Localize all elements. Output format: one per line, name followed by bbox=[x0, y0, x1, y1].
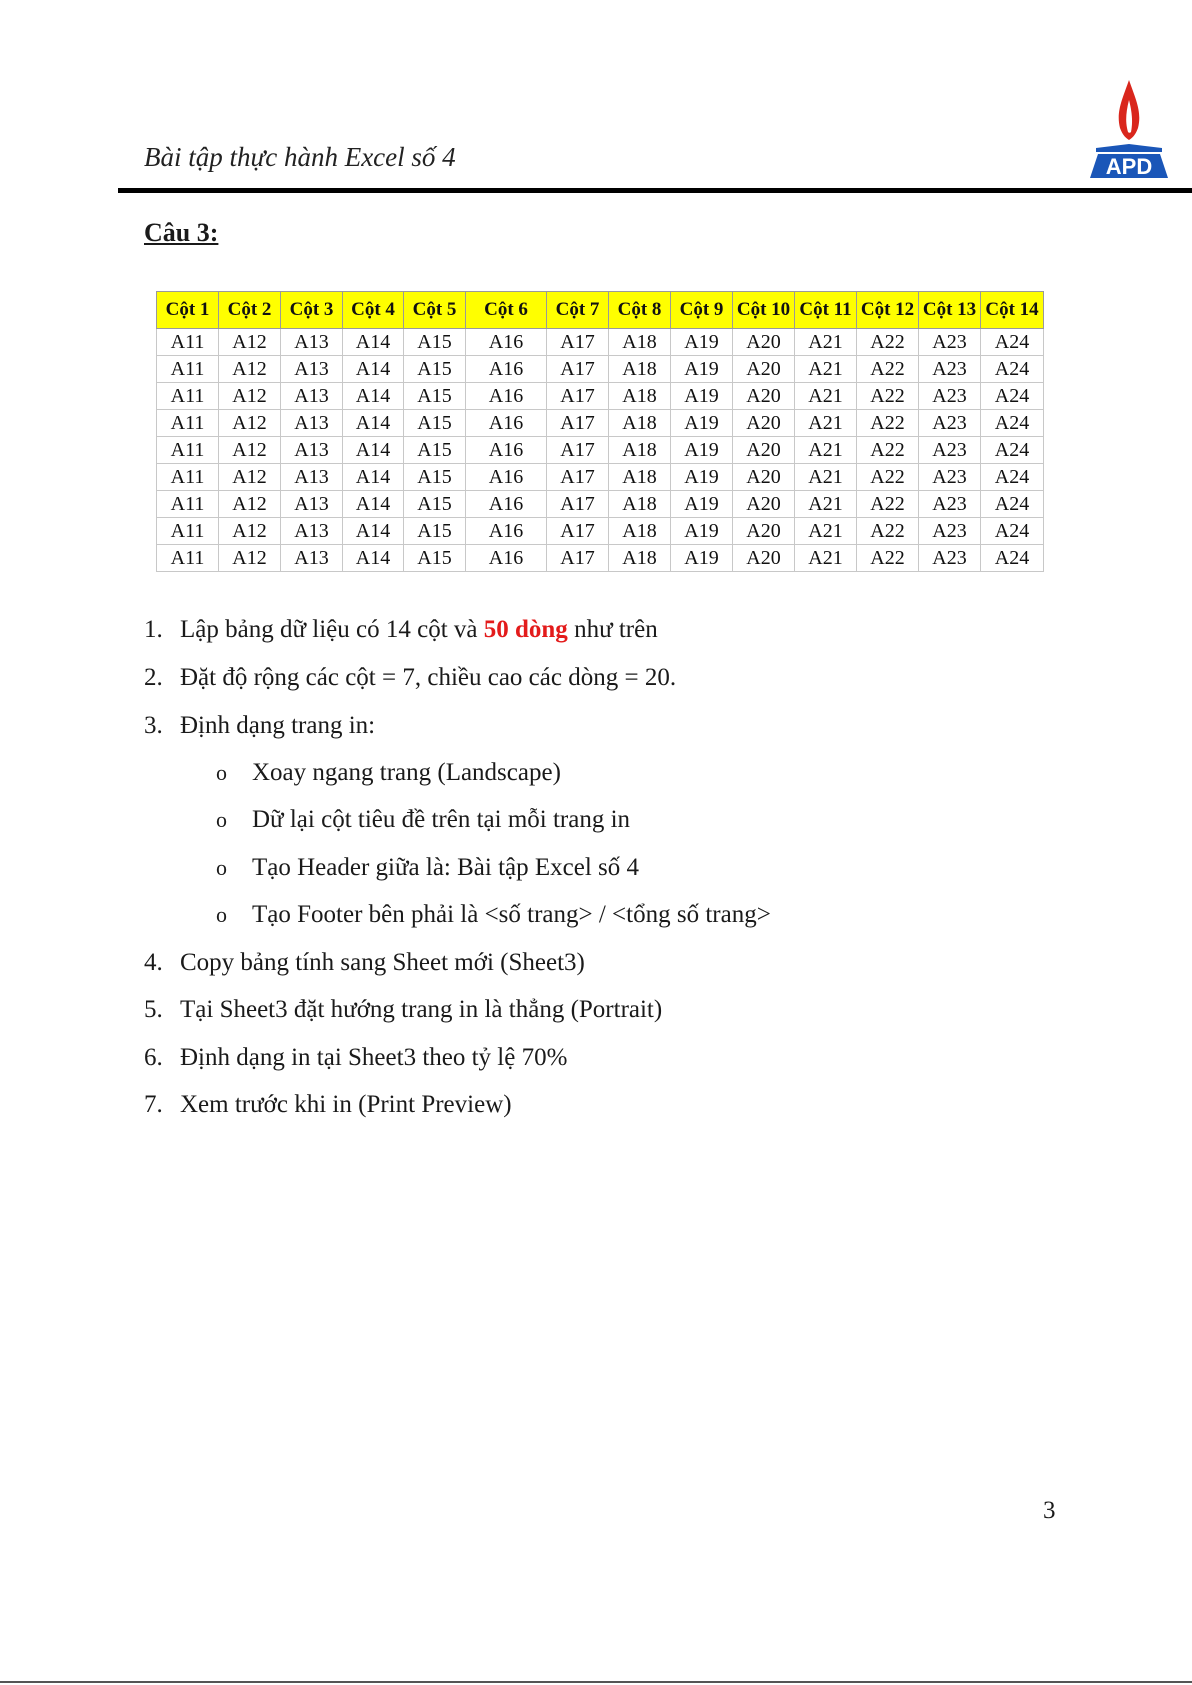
item-text: Xem trước khi in (Print Preview) bbox=[180, 1091, 512, 1118]
table-cell: A22 bbox=[857, 437, 919, 464]
table-cell: A13 bbox=[281, 464, 343, 491]
table-cell: A21 bbox=[795, 464, 857, 491]
table-cell: A21 bbox=[795, 491, 857, 518]
sub-item-4 bbox=[216, 901, 771, 929]
sub-item-text: Xoay ngang trang (Landscape) bbox=[252, 759, 561, 786]
item-text: Tại Sheet3 đặt hướng trang in là thẳng (Portrait) bbox=[180, 996, 663, 1023]
table-row bbox=[157, 329, 1044, 356]
table-cell: A17 bbox=[547, 383, 609, 410]
table-cell: A14 bbox=[343, 518, 404, 545]
table-cell: A24 bbox=[981, 410, 1044, 437]
table-cell: A20 bbox=[733, 356, 795, 383]
table-cell: A13 bbox=[281, 356, 343, 383]
table-cell: A19 bbox=[671, 545, 733, 572]
table-row bbox=[157, 410, 1044, 437]
table-cell: A23 bbox=[919, 545, 981, 572]
table-cell: A11 bbox=[157, 410, 219, 437]
table-cell: A13 bbox=[281, 410, 343, 437]
table-cell: A20 bbox=[733, 329, 795, 356]
table-cell: A19 bbox=[671, 383, 733, 410]
table-cell: A19 bbox=[671, 491, 733, 518]
table-cell: A16 bbox=[466, 410, 547, 437]
table-row bbox=[157, 356, 1044, 383]
table-cell: A21 bbox=[795, 329, 857, 356]
table-cell: A17 bbox=[547, 491, 609, 518]
table-cell: A14 bbox=[343, 383, 404, 410]
table-cell: A11 bbox=[157, 464, 219, 491]
logo-text: APD bbox=[1105, 154, 1153, 179]
table-cell: A22 bbox=[857, 545, 919, 572]
table-cell: A17 bbox=[547, 518, 609, 545]
table-cell: A13 bbox=[281, 437, 343, 464]
table-cell: A12 bbox=[219, 437, 281, 464]
table-cell: A12 bbox=[219, 545, 281, 572]
table-cell: A14 bbox=[343, 491, 404, 518]
table-cell: A15 bbox=[404, 437, 466, 464]
table-cell: A11 bbox=[157, 491, 219, 518]
column-header: Cột 8 bbox=[609, 292, 671, 329]
bullet-icon: o bbox=[216, 760, 227, 785]
column-header: Cột 10 bbox=[733, 292, 795, 329]
table-cell: A15 bbox=[404, 329, 466, 356]
table-cell: A23 bbox=[919, 464, 981, 491]
table-cell: A24 bbox=[981, 518, 1044, 545]
table-cell: A23 bbox=[919, 491, 981, 518]
header-divider bbox=[118, 188, 1192, 193]
column-header: Cột 13 bbox=[919, 292, 981, 329]
table-cell: A24 bbox=[981, 356, 1044, 383]
table-cell: A12 bbox=[219, 356, 281, 383]
table-header-row bbox=[157, 292, 1044, 329]
table-cell: A20 bbox=[733, 518, 795, 545]
table-cell: A17 bbox=[547, 410, 609, 437]
table-cell: A20 bbox=[733, 464, 795, 491]
table-cell: A19 bbox=[671, 356, 733, 383]
table-cell: A21 bbox=[795, 545, 857, 572]
table-cell: A18 bbox=[609, 491, 671, 518]
table-row bbox=[157, 437, 1044, 464]
table-cell: A24 bbox=[981, 383, 1044, 410]
column-header: Cột 2 bbox=[219, 292, 281, 329]
table-cell: A12 bbox=[219, 410, 281, 437]
section-title: Câu 3: bbox=[144, 218, 219, 247]
apd-logo bbox=[1086, 78, 1172, 180]
table-cell: A12 bbox=[219, 329, 281, 356]
column-header: Cột 5 bbox=[404, 292, 466, 329]
table-cell: A24 bbox=[981, 491, 1044, 518]
table-cell: A12 bbox=[219, 464, 281, 491]
table-cell: A17 bbox=[547, 464, 609, 491]
column-header: Cột 4 bbox=[343, 292, 404, 329]
document-header-title: Bài tập thực hành Excel số 4 bbox=[144, 142, 456, 172]
item-text: như trên bbox=[567, 616, 658, 643]
table-cell: A20 bbox=[733, 437, 795, 464]
page-bottom-edge bbox=[0, 1681, 1192, 1683]
instruction-item-7 bbox=[144, 1091, 512, 1119]
table-cell: A16 bbox=[466, 491, 547, 518]
table-cell: A16 bbox=[466, 437, 547, 464]
table-cell: A18 bbox=[609, 383, 671, 410]
sub-item-text: Dữ lại cột tiêu đề trên tại mỗi trang in bbox=[252, 806, 631, 833]
item-number: 6. bbox=[144, 1044, 163, 1071]
item-text: Định dạng in tại Sheet3 theo tỷ lệ 70% bbox=[180, 1044, 568, 1071]
item-text: Đặt độ rộng các cột = 7, chiều cao các dòng = 20. bbox=[180, 664, 677, 691]
table-cell: A21 bbox=[795, 383, 857, 410]
table-cell: A13 bbox=[281, 545, 343, 572]
table-cell: A22 bbox=[857, 356, 919, 383]
table-cell: A15 bbox=[404, 356, 466, 383]
table-cell: A17 bbox=[547, 545, 609, 572]
item-number: 3. bbox=[144, 712, 163, 739]
column-header: Cột 9 bbox=[671, 292, 733, 329]
table-cell: A12 bbox=[219, 518, 281, 545]
table-cell: A23 bbox=[919, 329, 981, 356]
item-number: 5. bbox=[144, 996, 163, 1023]
item-text: Lập bảng dữ liệu có 14 cột và bbox=[180, 616, 484, 643]
table-cell: A18 bbox=[609, 410, 671, 437]
table-cell: A18 bbox=[609, 329, 671, 356]
table-cell: A20 bbox=[733, 491, 795, 518]
table-row bbox=[157, 491, 1044, 518]
bullet-icon: o bbox=[216, 902, 227, 927]
table-cell: A13 bbox=[281, 383, 343, 410]
table-cell: A12 bbox=[219, 383, 281, 410]
table-cell: A23 bbox=[919, 410, 981, 437]
table-cell: A17 bbox=[547, 437, 609, 464]
table-cell: A11 bbox=[157, 518, 219, 545]
table-cell: A14 bbox=[343, 464, 404, 491]
table-cell: A15 bbox=[404, 545, 466, 572]
table-cell: A15 bbox=[404, 464, 466, 491]
table-cell: A14 bbox=[343, 545, 404, 572]
table-cell: A16 bbox=[466, 545, 547, 572]
data-table bbox=[156, 291, 1044, 572]
table-cell: A15 bbox=[404, 491, 466, 518]
item-text: Copy bảng tính sang Sheet mới (Sheet3) bbox=[180, 949, 585, 976]
item-number: 7. bbox=[144, 1091, 163, 1118]
sub-item-1 bbox=[216, 759, 561, 787]
instruction-item-3 bbox=[144, 712, 375, 740]
table-cell: A21 bbox=[795, 518, 857, 545]
table-cell: A14 bbox=[343, 410, 404, 437]
table-cell: A22 bbox=[857, 518, 919, 545]
item-text: Định dạng trang in: bbox=[180, 712, 376, 739]
table-cell: A16 bbox=[466, 329, 547, 356]
instruction-item-1 bbox=[144, 616, 658, 644]
sub-item-3 bbox=[216, 854, 639, 882]
table-cell: A22 bbox=[857, 491, 919, 518]
column-header: Cột 7 bbox=[547, 292, 609, 329]
table-cell: A14 bbox=[343, 437, 404, 464]
table-cell: A24 bbox=[981, 464, 1044, 491]
column-header: Cột 1 bbox=[157, 292, 219, 329]
table-cell: A13 bbox=[281, 518, 343, 545]
table-cell: A21 bbox=[795, 356, 857, 383]
column-header: Cột 12 bbox=[857, 292, 919, 329]
table-cell: A13 bbox=[281, 491, 343, 518]
table-cell: A23 bbox=[919, 437, 981, 464]
table-cell: A24 bbox=[981, 545, 1044, 572]
table-row bbox=[157, 518, 1044, 545]
table-cell: A13 bbox=[281, 329, 343, 356]
table-cell: A18 bbox=[609, 518, 671, 545]
table-cell: A11 bbox=[157, 437, 219, 464]
table-cell: A18 bbox=[609, 545, 671, 572]
item-number: 1. bbox=[144, 616, 163, 643]
table-cell: A24 bbox=[981, 437, 1044, 464]
table-cell: A17 bbox=[547, 329, 609, 356]
table-cell: A21 bbox=[795, 437, 857, 464]
table-cell: A23 bbox=[919, 356, 981, 383]
sub-item-2 bbox=[216, 806, 630, 834]
table-body bbox=[157, 329, 1044, 572]
column-header: Cột 3 bbox=[281, 292, 343, 329]
instruction-item-6 bbox=[144, 1044, 567, 1072]
item-number: 4. bbox=[144, 949, 163, 976]
table-cell: A11 bbox=[157, 356, 219, 383]
table-cell: A15 bbox=[404, 410, 466, 437]
table-cell: A14 bbox=[343, 329, 404, 356]
table-cell: A21 bbox=[795, 410, 857, 437]
table-row bbox=[157, 545, 1044, 572]
table-cell: A12 bbox=[219, 491, 281, 518]
table-cell: A20 bbox=[733, 545, 795, 572]
table-cell: A23 bbox=[919, 383, 981, 410]
page-number: 3 bbox=[1043, 1497, 1056, 1524]
table-cell: A14 bbox=[343, 356, 404, 383]
table-cell: A22 bbox=[857, 383, 919, 410]
table-cell: A19 bbox=[671, 329, 733, 356]
table-row bbox=[157, 383, 1044, 410]
spreadsheet-sample bbox=[156, 291, 1044, 572]
table-cell: A22 bbox=[857, 329, 919, 356]
table-cell: A11 bbox=[157, 545, 219, 572]
instruction-item-5 bbox=[144, 996, 662, 1024]
table-cell: A22 bbox=[857, 464, 919, 491]
column-header: Cột 11 bbox=[795, 292, 857, 329]
instruction-item-4 bbox=[144, 949, 585, 977]
table-cell: A19 bbox=[671, 464, 733, 491]
table-cell: A18 bbox=[609, 437, 671, 464]
table-cell: A16 bbox=[466, 464, 547, 491]
sub-item-text: Tạo Header giữa là: Bài tập Excel số 4 bbox=[252, 854, 640, 881]
highlight-text: 50 dòng bbox=[483, 616, 568, 643]
table-row bbox=[157, 464, 1044, 491]
table-cell: A11 bbox=[157, 383, 219, 410]
table-cell: A20 bbox=[733, 410, 795, 437]
table-cell: A24 bbox=[981, 329, 1044, 356]
table-cell: A17 bbox=[547, 356, 609, 383]
table-cell: A18 bbox=[609, 356, 671, 383]
table-cell: A18 bbox=[609, 464, 671, 491]
table-cell: A11 bbox=[157, 329, 219, 356]
table-cell: A23 bbox=[919, 518, 981, 545]
instruction-item-2 bbox=[144, 664, 676, 692]
table-cell: A15 bbox=[404, 518, 466, 545]
table-cell: A19 bbox=[671, 410, 733, 437]
column-header: Cột 14 bbox=[981, 292, 1044, 329]
bullet-icon: o bbox=[216, 855, 227, 880]
table-cell: A16 bbox=[466, 356, 547, 383]
item-number: 2. bbox=[144, 664, 163, 691]
table-cell: A19 bbox=[671, 437, 733, 464]
table-cell: A19 bbox=[671, 518, 733, 545]
table-cell: A22 bbox=[857, 410, 919, 437]
sub-item-text: Tạo Footer bên phải là <số trang> / <tổng số trang> bbox=[252, 901, 771, 928]
table-cell: A15 bbox=[404, 383, 466, 410]
table-cell: A16 bbox=[466, 518, 547, 545]
table-cell: A20 bbox=[733, 383, 795, 410]
column-header: Cột 6 bbox=[466, 292, 547, 329]
table-cell: A16 bbox=[466, 383, 547, 410]
bullet-icon: o bbox=[216, 807, 227, 832]
